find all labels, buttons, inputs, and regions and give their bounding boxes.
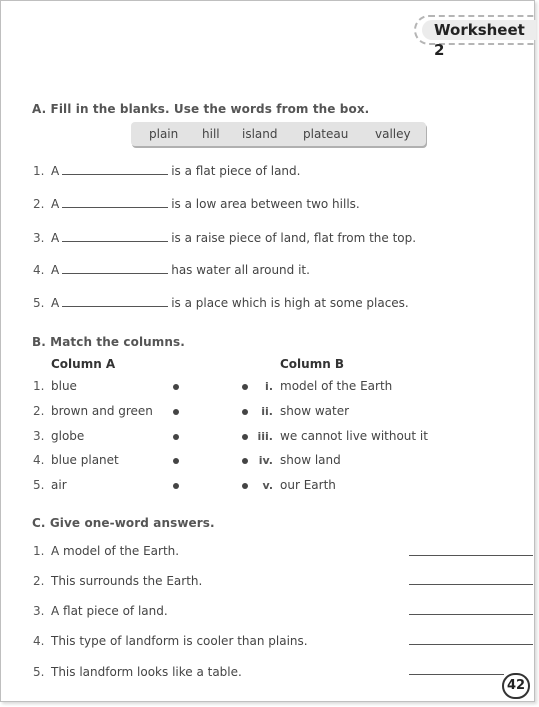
column-a-item: globe bbox=[51, 429, 85, 443]
item-prefix: A bbox=[51, 263, 60, 277]
answer-line[interactable] bbox=[409, 584, 533, 585]
match-dot-a[interactable] bbox=[173, 434, 179, 440]
item-number: 3. bbox=[33, 429, 45, 443]
fill-blank-item bbox=[51, 164, 300, 178]
item-number: 1. bbox=[33, 379, 45, 393]
question-text: This landform looks like a table. bbox=[51, 665, 242, 679]
column-b-item: show water bbox=[280, 404, 350, 418]
answer-blank[interactable] bbox=[62, 264, 168, 274]
match-dot-a[interactable] bbox=[173, 384, 179, 390]
roman-numeral: iii. bbox=[257, 430, 273, 443]
word-box-item: valley bbox=[375, 127, 411, 141]
roman-numeral: ii. bbox=[261, 405, 273, 418]
worksheet-label: Worksheet 2 bbox=[422, 20, 536, 40]
roman-numeral: i. bbox=[265, 380, 273, 393]
fill-blank-item bbox=[51, 263, 310, 277]
item-prefix: A bbox=[51, 164, 60, 178]
word-box-item: plain bbox=[149, 127, 179, 141]
word-box bbox=[131, 122, 426, 146]
answer-line[interactable] bbox=[409, 674, 504, 675]
item-number: 5. bbox=[33, 296, 45, 310]
item-prefix: A bbox=[51, 296, 60, 310]
section-a-title: A. Fill in the blanks. Use the words from the box. bbox=[32, 102, 370, 116]
item-number: 5. bbox=[33, 478, 45, 492]
column-b-item: we cannot live without it bbox=[280, 429, 428, 443]
worksheet-tag bbox=[414, 15, 536, 59]
answer-blank[interactable] bbox=[62, 232, 168, 242]
column-b-header: Column B bbox=[280, 357, 345, 371]
word-box-item: island bbox=[242, 127, 278, 141]
answer-line[interactable] bbox=[409, 555, 533, 556]
question-text: A model of the Earth. bbox=[51, 544, 180, 558]
column-a-item: air bbox=[51, 478, 67, 492]
item-number: 3. bbox=[33, 231, 45, 245]
page-number: 42 bbox=[502, 673, 530, 699]
column-a-item: blue bbox=[51, 379, 77, 393]
match-dot-a[interactable] bbox=[173, 409, 179, 415]
section-b-title: B. Match the columns. bbox=[32, 335, 185, 349]
item-number: 2. bbox=[33, 404, 45, 418]
answer-blank[interactable] bbox=[62, 297, 168, 307]
item-text: is a raise piece of land, flat from the top. bbox=[171, 231, 417, 245]
question-text: This surrounds the Earth. bbox=[51, 574, 203, 588]
item-number: 2. bbox=[33, 574, 45, 588]
roman-numeral: iv. bbox=[258, 454, 273, 467]
section-c-title: C. Give one-word answers. bbox=[32, 516, 215, 530]
item-prefix: A bbox=[51, 197, 60, 211]
column-a-header: Column A bbox=[51, 357, 116, 371]
column-b-item: show land bbox=[280, 453, 341, 467]
item-text: is a flat piece of land. bbox=[171, 164, 301, 178]
item-number: 3. bbox=[33, 604, 45, 618]
item-text: is a low area between two hills. bbox=[171, 197, 360, 211]
column-a-item: brown and green bbox=[51, 404, 153, 418]
match-dot-a[interactable] bbox=[173, 458, 179, 464]
answer-line[interactable] bbox=[409, 644, 533, 645]
item-text: is a place which is high at some places. bbox=[171, 296, 409, 310]
column-b-item: our Earth bbox=[280, 478, 336, 492]
fill-blank-item bbox=[51, 231, 416, 245]
word-box-item: plateau bbox=[303, 127, 349, 141]
item-number: 2. bbox=[33, 197, 45, 211]
question-text: A flat piece of land. bbox=[51, 604, 168, 618]
item-number: 4. bbox=[33, 453, 45, 467]
column-a-item: blue planet bbox=[51, 453, 119, 467]
answer-blank[interactable] bbox=[62, 198, 168, 208]
item-number: 4. bbox=[33, 634, 45, 648]
question-text: This type of landform is cooler than plains. bbox=[51, 634, 308, 648]
item-number: 4. bbox=[33, 263, 45, 277]
column-b-item: model of the Earth bbox=[280, 379, 393, 393]
answer-line[interactable] bbox=[409, 614, 533, 615]
roman-numeral: v. bbox=[262, 479, 273, 492]
fill-blank-item bbox=[51, 197, 360, 211]
item-number: 1. bbox=[33, 164, 45, 178]
word-box-item: hill bbox=[202, 127, 220, 141]
item-number: 1. bbox=[33, 544, 45, 558]
item-text: has water all around it. bbox=[171, 263, 310, 277]
item-number: 5. bbox=[33, 665, 45, 679]
fill-blank-item bbox=[51, 296, 409, 310]
match-dot-a[interactable] bbox=[173, 483, 179, 489]
answer-blank[interactable] bbox=[62, 165, 168, 175]
item-prefix: A bbox=[51, 231, 60, 245]
